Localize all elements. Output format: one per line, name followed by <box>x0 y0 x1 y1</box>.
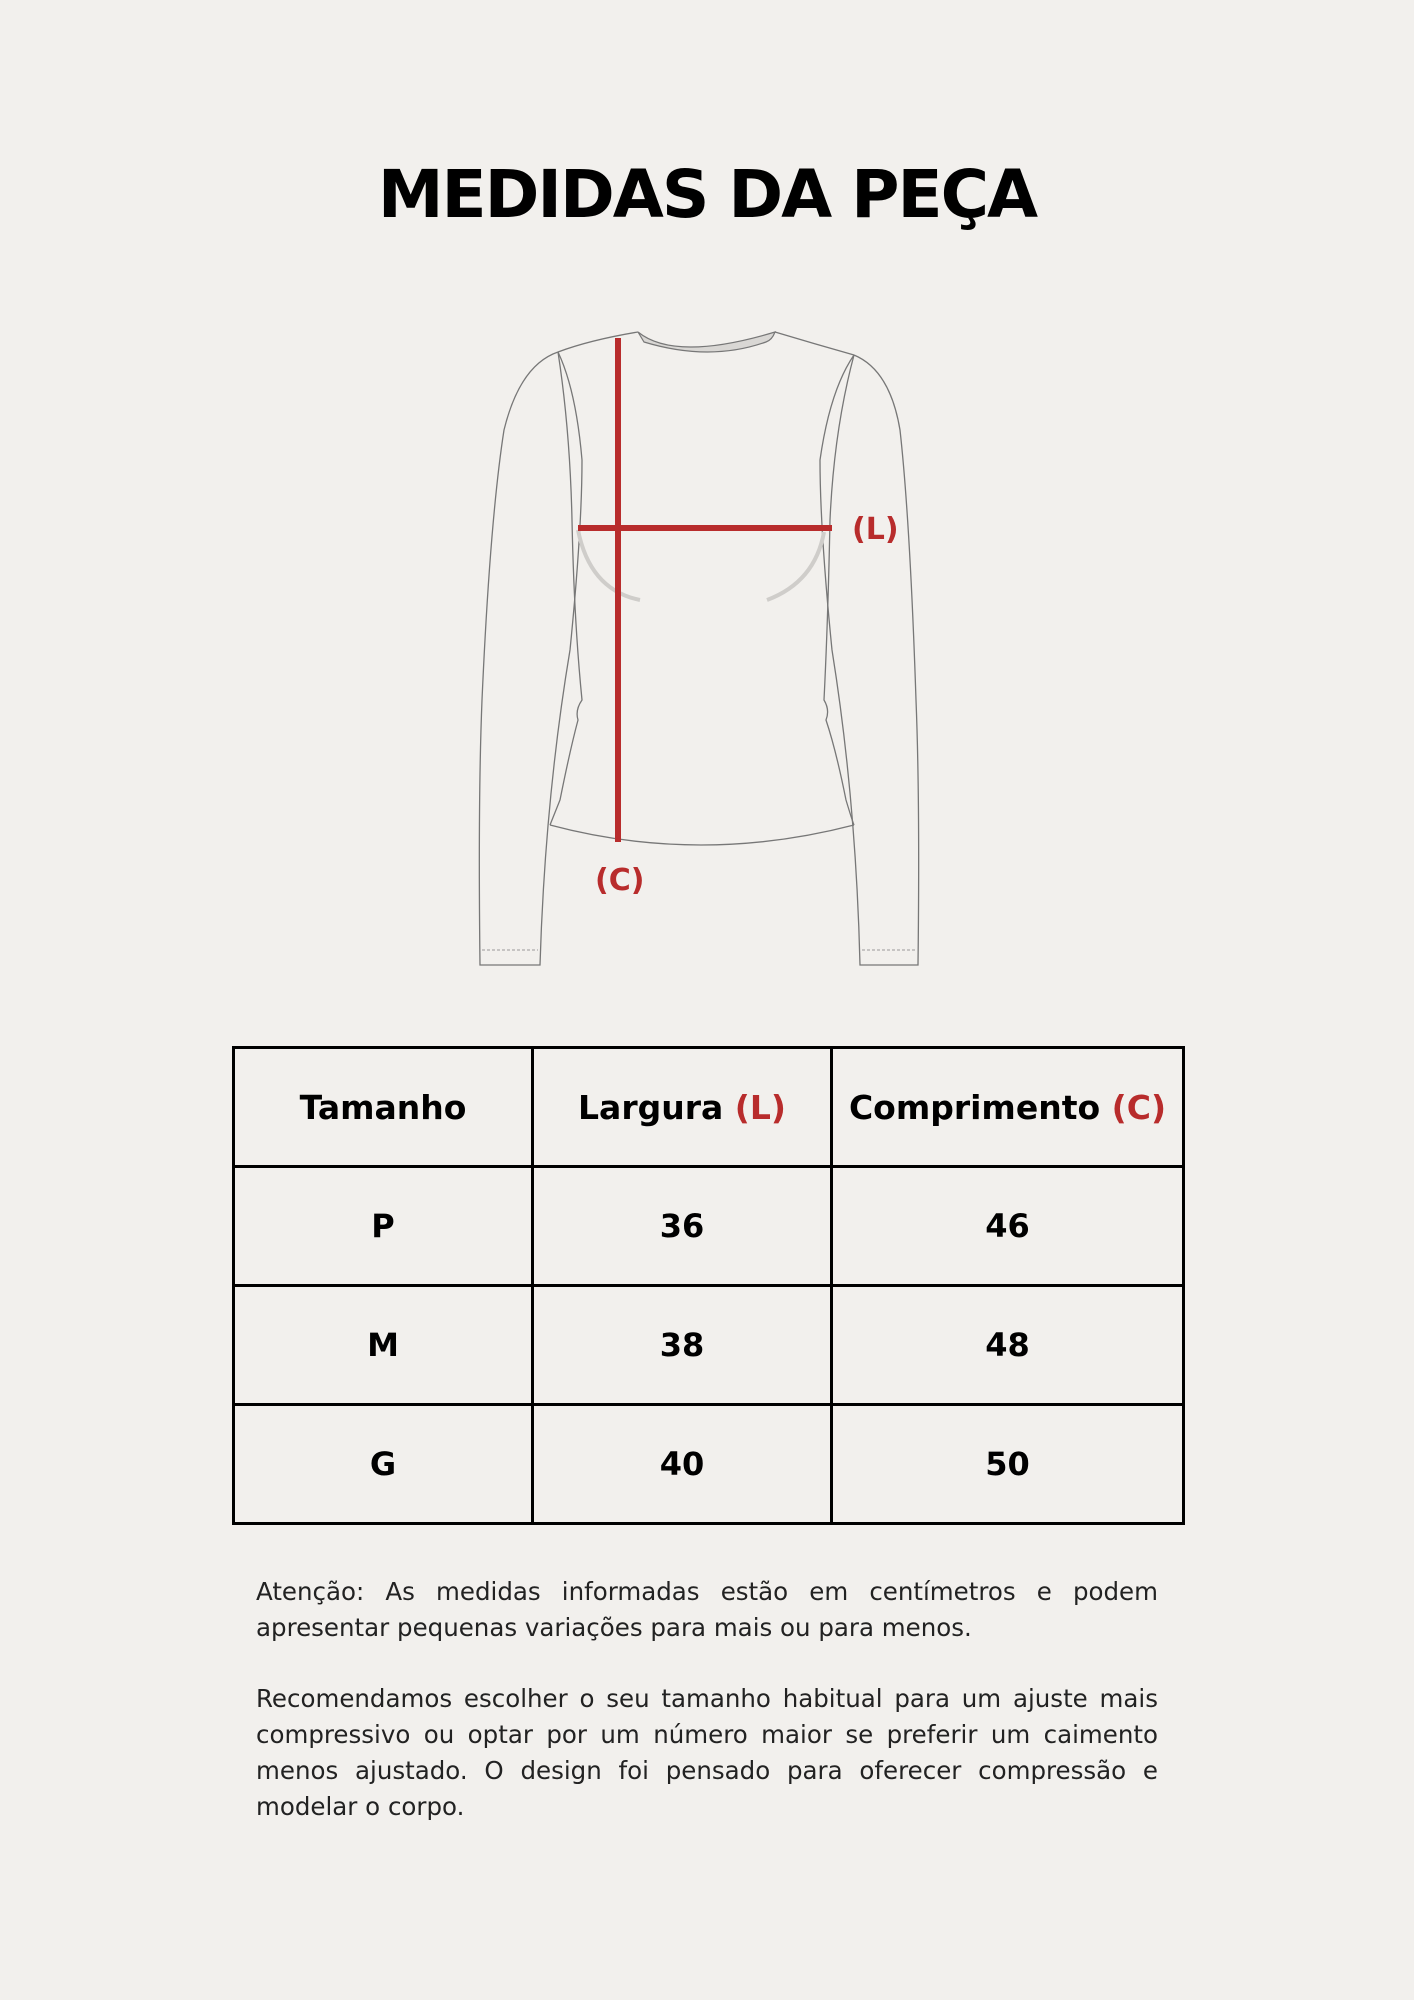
cell-width: 40 <box>533 1405 832 1524</box>
garment-diagram <box>470 320 930 970</box>
table-header-row <box>234 1048 1184 1167</box>
recommendation-note: Recomendamos escolher o seu tamanho habitual para um ajuste mais compressivo ou optar por um número maior se preferir um caimento menos ajustado. O design foi pensado para oferecer compressão e modelar o corpo. <box>256 1684 1158 1821</box>
cell-width: 38 <box>533 1286 832 1405</box>
length-label: (C) <box>595 863 645 898</box>
cell-length: 48 <box>832 1286 1184 1405</box>
width-label: (L) <box>852 512 899 547</box>
cell-size: P <box>234 1167 533 1286</box>
cell-width: 36 <box>533 1167 832 1286</box>
header-length: Comprimento (C) <box>832 1048 1184 1167</box>
page-title: MEDIDAS DA PEÇA <box>377 156 1037 233</box>
notes-section <box>256 1574 1158 1860</box>
header-width: Largura (L) <box>533 1048 832 1167</box>
attention-note: Atenção: As medidas informadas estão em centímetros e podem apresentar pequenas variações para mais ou para menos. <box>256 1577 1158 1642</box>
cell-length: 46 <box>832 1167 1184 1286</box>
table-row <box>234 1405 1184 1524</box>
cell-size: M <box>234 1286 533 1405</box>
cell-length: 50 <box>832 1405 1184 1524</box>
table-row <box>234 1167 1184 1286</box>
cell-size: G <box>234 1405 533 1524</box>
size-table <box>232 1046 1185 1525</box>
header-size: Tamanho <box>234 1048 533 1167</box>
long-sleeve-shirt-icon <box>470 320 930 970</box>
table-row <box>234 1286 1184 1405</box>
